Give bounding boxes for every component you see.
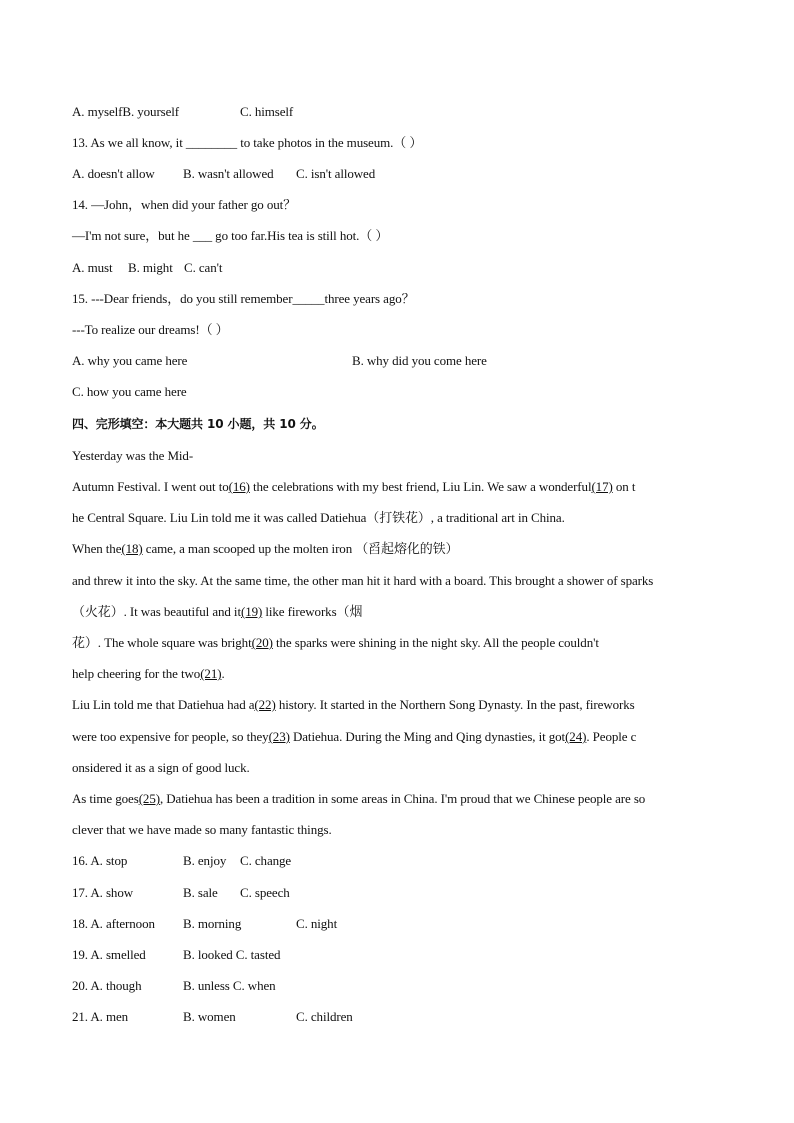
q12-options xyxy=(72,104,294,120)
passage-line-2 xyxy=(72,479,635,495)
passage-line-10 xyxy=(72,729,636,745)
passage-line-5: and threw it into the sky. At the same time, the other man hit it hard with a board. This brought a shower of sparks xyxy=(72,573,654,588)
option-a: 19. A. smelled xyxy=(72,947,146,962)
option-row-20 xyxy=(72,978,276,994)
q13-option-b: B. wasn't allowed xyxy=(183,166,274,181)
q14-stem-1: 14. —John，when did your father go out？ xyxy=(72,197,297,212)
passage-text: like fireworks（烟 xyxy=(262,604,363,619)
option-row-21 xyxy=(72,1009,353,1025)
blank-25: (25) xyxy=(138,791,160,806)
passage-line-9 xyxy=(72,697,635,713)
q13-options xyxy=(72,166,376,182)
passage-text: As time goes xyxy=(72,791,139,806)
section-title: 四、完形填空：本大题共 10 小题，共 10 分。 xyxy=(72,417,324,431)
passage-text: history. It started in the Northern Song Dynasty. In the past, fireworks xyxy=(275,697,635,712)
option-row-18 xyxy=(72,916,338,932)
q15-stem-2: ---To realize our dreams!（ ） xyxy=(72,322,229,337)
passage-text: Liu Lin told me that Datiehua had a xyxy=(72,697,255,712)
q13-option-a: A. doesn't allow xyxy=(72,166,155,181)
passage-text: were too expensive for people, so they xyxy=(72,729,269,744)
passage-line-8 xyxy=(72,666,225,682)
blank-18: (18) xyxy=(121,541,143,556)
option-row-19 xyxy=(72,947,281,963)
passage-text: came, a man scooped up the molten iron （舀起熔化的铁） xyxy=(142,541,459,556)
option-a: 16. A. stop xyxy=(72,853,128,868)
option-row-17 xyxy=(72,885,290,901)
option-b: B. looked C. tasted xyxy=(183,947,281,962)
passage-text: 花）. The whole square was bright xyxy=(72,635,252,650)
passage-text: , Datiehua has been a tradition in some areas in China. I'm proud that we Chinese people are so xyxy=(159,791,646,806)
q12-option-c: C. himself xyxy=(240,104,294,119)
q12-option-ab: A. myselfB. yourself xyxy=(72,104,180,119)
option-b: B. morning xyxy=(183,916,242,931)
q15-option-b: B. why did you come here xyxy=(352,353,487,368)
passage-line-6 xyxy=(72,604,362,620)
passage-text: When the xyxy=(72,541,122,556)
blank-24: (24) xyxy=(565,729,587,744)
q13-stem: 13. As we all know, it ________ to take photos in the museum.（ ） xyxy=(72,135,423,150)
q14-option-c: C. can't xyxy=(184,260,223,275)
passage-line-3: he Central Square. Liu Lin told me it was called Datiehua（打铁花）, a traditional art in China. xyxy=(72,510,565,525)
option-b: B. women xyxy=(183,1009,236,1024)
q15-option-c: C. how you came here xyxy=(72,384,187,399)
passage-text: Autumn Festival. I went out to xyxy=(72,479,229,494)
passage-text: help cheering for the two xyxy=(72,666,201,681)
passage-text: the sparks were shining in the night sky. All the people couldn't xyxy=(272,635,599,650)
passage-line-11: onsidered it as a sign of good luck. xyxy=(72,760,250,775)
blank-21: (21) xyxy=(200,666,222,681)
passage-text: . People c xyxy=(586,729,637,744)
blank-19: (19) xyxy=(240,604,263,619)
passage-line-4 xyxy=(72,541,458,557)
q14-stem-2: —I'm not sure，but he ___ go too far.His tea is still hot.（ ） xyxy=(72,228,389,243)
option-b: B. enjoy xyxy=(183,853,227,868)
passage-line-1: Yesterday was the Mid- xyxy=(72,448,194,463)
passage-text: . xyxy=(221,666,225,681)
option-a: 20. A. though xyxy=(72,978,142,993)
option-a: 17. A. show xyxy=(72,885,134,900)
q14-option-b: B. might xyxy=(128,260,173,275)
blank-16: (16) xyxy=(228,479,250,494)
passage-line-13: clever that we have made so many fantastic things. xyxy=(72,822,332,837)
option-b: B. sale xyxy=(183,885,218,900)
option-a: 18. A. afternoon xyxy=(72,916,155,931)
q14-options xyxy=(72,260,223,276)
q13-option-c: C. isn't allowed xyxy=(296,166,376,181)
q15-options-row-1 xyxy=(72,353,487,369)
option-c: C. children xyxy=(296,1009,353,1024)
passage-text: the celebrations with my best friend, Liu Lin. We saw a wonderful xyxy=(249,479,592,494)
blank-17: (17) xyxy=(591,479,613,494)
passage-text: （火花）. It was beautiful and it xyxy=(72,604,241,619)
option-c: C. night xyxy=(296,916,338,931)
option-a: 21. A. men xyxy=(72,1009,129,1024)
blank-20: (20) xyxy=(251,635,273,650)
blank-22: (22) xyxy=(254,697,276,712)
blank-23: (23) xyxy=(268,729,290,744)
option-c: C. speech xyxy=(240,885,290,900)
q14-option-a: A. must xyxy=(72,260,113,275)
passage-line-12 xyxy=(72,791,645,807)
passage-line-7 xyxy=(72,635,599,651)
option-c: C. change xyxy=(240,853,292,868)
option-row-16 xyxy=(72,853,292,869)
option-b: B. unless C. when xyxy=(183,978,276,993)
passage-text: on t xyxy=(612,479,636,494)
q15-option-a: A. why you came here xyxy=(72,353,188,368)
passage-text: Datiehua. During the Ming and Qing dynasties, it got xyxy=(289,729,566,744)
q15-stem-1: 15. ---Dear friends，do you still remember_____three years ago？ xyxy=(72,291,415,306)
